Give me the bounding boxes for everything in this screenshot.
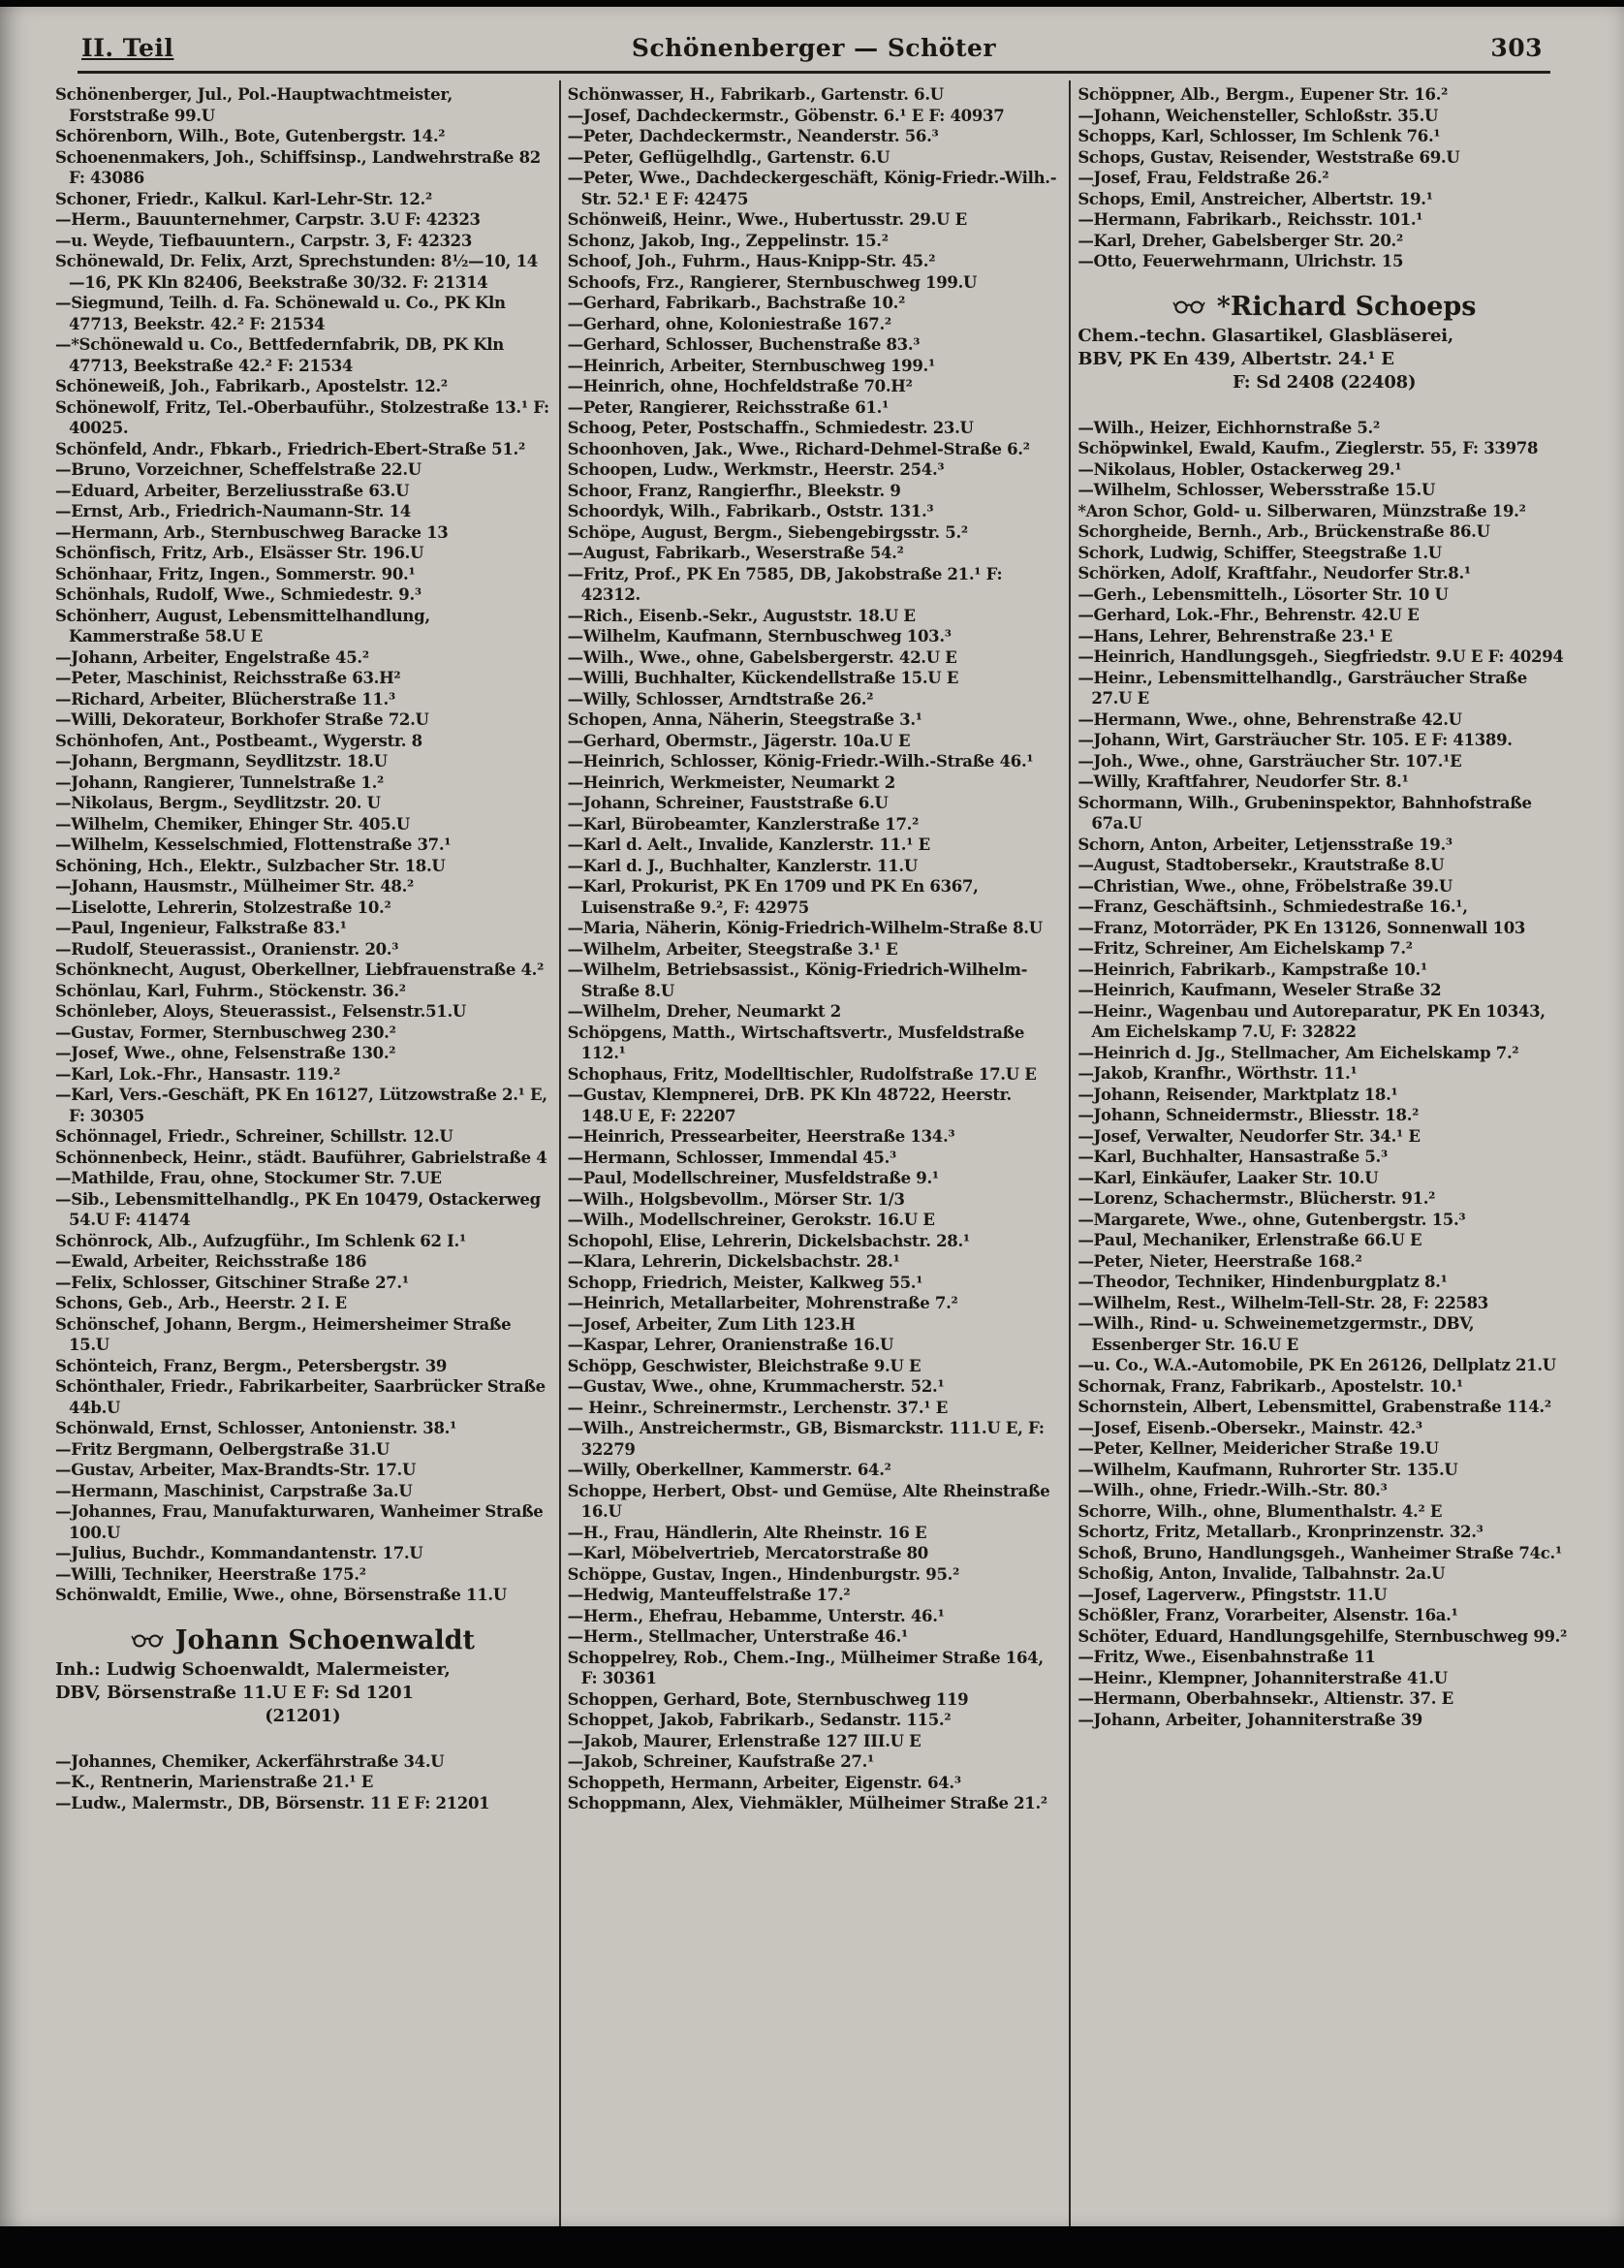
- directory-entry: —*Schönewald u. Co., Bettfedernfabrik, DB, PK Kln 47713, Beekstraße 42.² F: 21534: [55, 335, 504, 375]
- directory-entry: Schönthaler, Friedr., Fabrikarbeiter, Saarbrücker Straße 44b.U: [55, 1377, 546, 1417]
- directory-entry: Schormann, Wilh., Grubeninspektor, Bahnhofstraße 67a.U: [1077, 793, 1532, 833]
- directory-entry: —Paul, Mechaniker, Erlenstraße 66.U E: [1077, 1231, 1422, 1249]
- ad-line: Chem.-techn. Glasartikel, Glasbläserei,: [1077, 325, 1453, 346]
- directory-entry: —Gustav, Arbeiter, Max-Brandts-Str. 17.U: [55, 1461, 417, 1479]
- directory-entry: —Wilhelm, Arbeiter, Steegstraße 3.¹ E: [567, 939, 898, 959]
- directory-entry: *Aron Schor, Gold- u. Silberwaren, Münzstraße 19.²: [1077, 501, 1526, 520]
- directory-entry: Schönteich, Franz, Bergm., Petersbergstr. 39: [55, 1356, 448, 1375]
- column-1: [48, 80, 559, 2226]
- directory-entry: —Wilhelm, Schlosser, Webersstraße 15.U: [1077, 481, 1436, 499]
- directory-entry: Schoor, Franz, Rangierfhr., Bleekstr. 9: [567, 481, 901, 500]
- directory-entry: —Fritz, Wwe., Eisenbahnstraße 11: [1077, 1648, 1376, 1666]
- ad-title: Johann Schoenwaldt: [174, 1624, 475, 1655]
- spacer: [1077, 272, 1571, 286]
- directory-entry: —Willy, Kraftfahrer, Neudorfer Str. 8.¹: [1077, 772, 1409, 791]
- directory-entry: —Kaspar, Lehrer, Oranienstraße 16.U: [567, 1336, 894, 1354]
- directory-entry: —Hermann, Maschinist, Carpstraße 3a.U: [55, 1481, 413, 1500]
- directory-entry: Schons, Geb., Arb., Heerstr. 2 I. E: [55, 1294, 347, 1312]
- directory-entry: —Bruno, Vorzeichner, Scheffelstraße 22.U: [55, 460, 422, 479]
- directory-entry: —Nikolaus, Bergm., Seydlitzstr. 20. U: [55, 794, 381, 812]
- directory-entry: —Heinr., Klempner, Johanniterstraße 41.U: [1077, 1668, 1448, 1687]
- directory-entry: —Johannes, Frau, Manufakturwaren, Wanheimer Straße 100.U: [55, 1502, 544, 1542]
- directory-entry: —Heinrich, Kaufmann, Weseler Straße 32: [1077, 981, 1442, 999]
- directory-entry: —Josef, Eisenb.-Obersekr., Mainstr. 42.³: [1077, 1418, 1422, 1437]
- directory-entry: —Herm., Bauunternehmer, Carpstr. 3.U F: 42323: [55, 210, 481, 229]
- directory-entry: Schoppelrey, Rob., Chem.-Ing., Mülheimer Straße 164, F: 30361: [567, 1648, 1044, 1687]
- directory-entry: Schönknecht, August, Oberkellner, Liebfrauenstraße 4.²: [55, 961, 545, 979]
- directory-entry: —Theodor, Techniker, Hindenburgplatz 8.¹: [1077, 1273, 1448, 1291]
- directory-entry: —Heinrich, Handlungsgeh., Siegfriedstr. 9.U E F: 40294: [1077, 647, 1564, 666]
- directory-entry: —Johann, Reisender, Marktplatz 18.¹: [1077, 1085, 1398, 1104]
- directory-entry: —Klara, Lehrerin, Dickelsbachstr. 28.¹: [567, 1252, 900, 1271]
- directory-entry: —Paul, Ingenieur, Falkstraße 83.¹: [55, 919, 347, 937]
- directory-entry: —Wilhelm, Kaufmann, Ruhrorter Str. 135.U: [1077, 1460, 1458, 1479]
- directory-entry: —Johannes, Chemiker, Ackerfährstraße 34.U: [55, 1751, 445, 1771]
- directory-entry: —Wilhelm, Kaufmann, Sternbuschweg 103.³: [567, 627, 952, 646]
- directory-entry: —Willy, Oberkellner, Kammerstr. 64.²: [567, 1461, 891, 1479]
- directory-entry: —Wilh., Wwe., ohne, Gabelsbergerstr. 42.U E: [567, 647, 957, 667]
- directory-entry: —Hermann, Arb., Sternbuschweg Baracke 13: [55, 522, 449, 542]
- directory-entry: —Heinr., Wagenbau und Autoreparatur, PK En 10343, Am Eichelskamp 7.U, F: 32822: [1077, 1001, 1546, 1041]
- directory-entry: —Heinrich, Metallarbeiter, Mohrenstraße 7.²: [567, 1294, 958, 1312]
- directory-entry: —Franz, Motorräder, PK En 13126, Sonnenwall 103: [1077, 918, 1526, 937]
- directory-entry: Schoß, Bruno, Handlungsgeh., Wanheimer Straße 74c.¹: [1077, 1543, 1562, 1562]
- directory-entry: Schoppeth, Hermann, Arbeiter, Eigenstr. 64.³: [567, 1773, 961, 1792]
- directory-entry: —Herm., Stellmacher, Unterstraße 46.¹: [567, 1627, 908, 1646]
- directory-entry: —Wilhelm, Kesselschmied, Flottenstraße 37.¹: [55, 835, 452, 854]
- directory-entry: —Gerh., Lebensmittelh., Lösorter Str. 10 U: [1077, 584, 1449, 604]
- directory-entry: —K., Rentnerin, Marienstraße 21.¹ E: [55, 1773, 374, 1791]
- directory-entry: Schoog, Peter, Postschaffn., Schmiedestr. 23.U: [567, 419, 974, 437]
- directory-entry: —Johann, Arbeiter, Johanniterstraße 39: [1077, 1710, 1422, 1729]
- directory-entry: —Mathilde, Frau, ohne, Stockumer Str. 7.UE: [55, 1169, 442, 1187]
- directory-entry: —Lorenz, Schachermstr., Blücherstr. 91.²: [1077, 1189, 1436, 1208]
- directory-entry: —Margarete, Wwe., ohne, Gutenbergstr. 15.³: [1077, 1210, 1466, 1229]
- directory-entry: Schoenenmakers, Joh., Schiffsinsp., Landwehrstraße 82 F: 43086: [55, 147, 541, 187]
- directory-entry: Schönschef, Johann, Bergm., Heimersheimer Straße 15.U: [55, 1314, 512, 1354]
- directory-entry: —Johann, Rangierer, Tunnelstraße 1.²: [55, 772, 384, 792]
- directory-entry: —Ernst, Arb., Friedrich-Naumann-Str. 14: [55, 502, 411, 520]
- directory-entry: —Peter, Geflügelhdlg., Gartenstr. 6.U: [567, 147, 890, 167]
- directory-entry: —Karl, Vers.-Geschäft, PK En 16127, Lützowstraße 2.¹ E, F: 30305: [55, 1086, 547, 1125]
- directory-entry: —Wilh., Modellschreiner, Gerokstr. 16.U E: [567, 1211, 935, 1229]
- directory-entry: Schork, Ludwig, Schiffer, Steegstraße 1.U: [1077, 543, 1442, 562]
- directory-entry: Schopen, Anna, Näherin, Steegstraße 3.¹: [567, 710, 922, 729]
- directory-entry: —Heinrich, Schlosser, König-Friedr.-Wilh.-Straße 46.¹: [567, 752, 1034, 771]
- directory-entry: Schopp, Friedrich, Meister, Kalkweg 55.¹: [567, 1273, 923, 1292]
- directory-entry: Schonz, Jakob, Ing., Zeppelinstr. 15.²: [567, 231, 889, 250]
- ad-line: Inh.: Ludwig Schoenwaldt, Malermeister,: [55, 1658, 451, 1680]
- directory-entry: —Karl, Prokurist, PK En 1709 und PK En 6367, Luisenstraße 9.², F: 42975: [567, 877, 979, 917]
- directory-entry: Schönhals, Rudolf, Wwe., Schmiedestr. 9.³: [55, 585, 422, 604]
- directory-entry: —Karl, Lok.-Fhr., Hansastr. 119.²: [55, 1064, 341, 1084]
- directory-entry: Schoordyk, Wilh., Fabrikarb., Oststr. 131.³: [567, 502, 934, 520]
- directory-entry: Schoonhoven, Jak., Wwe., Richard-Dehmel-Straße 6.²: [567, 439, 1030, 458]
- directory-entry: —Heinrich, ohne, Hochfeldstraße 70.H²: [567, 377, 913, 395]
- directory-entry: —Gerhard, Fabrikarb., Bachstraße 10.²: [567, 294, 906, 312]
- spectacles-icon: [1172, 298, 1207, 315]
- directory-entry: Schornak, Franz, Fabrikarb., Apostelstr. 10.¹: [1077, 1376, 1463, 1396]
- directory-entry: —Rich., Eisenb.-Sekr., Auguststr. 18.U E: [567, 606, 916, 625]
- directory-entry: —Otto, Feuerwehrmann, Ulrichstr. 15: [1077, 252, 1404, 270]
- directory-entry: —Wilh., Holgsbevollm., Mörser Str. 1/3: [567, 1189, 905, 1209]
- directory-entry: —Eduard, Arbeiter, Berzeliusstraße 63.U: [55, 481, 410, 500]
- directory-entry: Schöpgens, Matth., Wirtschaftsvertr., Musfeldstraße 112.¹: [567, 1023, 1025, 1062]
- directory-entry: —Fritz, Schreiner, Am Eichelskamp 7.²: [1077, 939, 1413, 958]
- directory-entry: —Josef, Verwalter, Neudorfer Str. 34.¹ E: [1077, 1126, 1421, 1146]
- directory-entry: —Hermann, Schlosser, Immendal 45.³: [567, 1148, 896, 1167]
- directory-entry: —Wilh., ohne, Friedr.-Wilh.-Str. 80.³: [1077, 1481, 1388, 1499]
- directory-entry: —Karl, Buchhalter, Hansastraße 5.³: [1077, 1148, 1388, 1166]
- directory-entry: Schönherr, August, Lebensmittelhandlung, Kammerstraße 58.U E: [55, 606, 430, 646]
- directory-entry: —Wilhelm, Rest., Wilhelm-Tell-Str. 28, F: 22583: [1077, 1293, 1488, 1312]
- ad-title-row: [55, 1625, 550, 1655]
- directory-entry: —Karl d. Aelt., Invalide, Kanzlerstr. 11.¹ E: [567, 835, 930, 854]
- directory-entry: —Nikolaus, Hobler, Ostackerweg 29.¹: [1077, 459, 1402, 479]
- directory-entry: Schönrock, Alb., Aufzugführ., Im Schlenk 62 I.¹: [55, 1231, 466, 1250]
- running-title: Schönenberger — Schöter: [631, 34, 997, 62]
- ad-line: (21201): [265, 1705, 341, 1726]
- directory-entry: —Jakob, Kranfhr., Wörthstr. 11.¹: [1077, 1064, 1358, 1083]
- page-header: [81, 32, 1546, 67]
- ad-line: BBV, PK En 439, Albertstr. 24.¹ E: [1077, 348, 1394, 369]
- directory-entry: —Herm., Ehefrau, Hebamme, Unterstr. 46.¹: [567, 1606, 945, 1625]
- directory-entry: —Peter, Kellner, Meidericher Straße 19.U: [1077, 1439, 1439, 1458]
- directory-entry: —Josef, Frau, Feldstraße 26.²: [1077, 169, 1329, 187]
- directory-entry: —Gerhard, ohne, Koloniestraße 167.²: [567, 314, 891, 333]
- directory-page: [0, 7, 1624, 2226]
- directory-entry: Schönwald, Ernst, Schlosser, Antonienstr. 38.¹: [55, 1419, 457, 1437]
- advertisement-block: [55, 1625, 550, 1728]
- directory-entry: Schöpe, August, Bergm., Siebengebirgsstr. 5.²: [567, 522, 968, 542]
- directory-entry: Schoppen, Gerhard, Bote, Sternbuschweg 119: [567, 1689, 969, 1709]
- directory-entry: —Gustav, Klempnerei, DrB. PK Kln 48722, Heerstr. 148.U E, F: 22207: [567, 1086, 1013, 1125]
- directory-entry: Schortz, Fritz, Metallarb., Kronprinzenstr. 32.³: [1077, 1523, 1483, 1541]
- directory-entry: —Peter, Nieter, Heerstraße 168.²: [1077, 1251, 1362, 1271]
- directory-entry: Schönnagel, Friedr., Schreiner, Schillstr. 12.U: [55, 1127, 453, 1146]
- directory-entry: —Willi, Dekorateur, Borkhofer Straße 72.U: [55, 710, 429, 729]
- directory-entry: Schönhofen, Ant., Postbeamt., Wygerstr. 8: [55, 731, 422, 750]
- directory-entry: —Wilh., Anstreichermstr., GB, Bismarckstr. 111.U E, F: 32279: [567, 1419, 1045, 1459]
- advertisement-block: [1077, 292, 1571, 394]
- directory-entry: Schorn, Anton, Arbeiter, Letjensstraße 19.³: [1077, 835, 1452, 854]
- spectacles-icon: [131, 1631, 166, 1649]
- directory-entry: —Jakob, Schreiner, Kaufstraße 27.¹: [567, 1752, 874, 1771]
- directory-entry: —Wilhelm, Betriebsassist., König-Friedrich-Wilhelm-Straße 8.U: [567, 961, 1028, 1000]
- directory-entry: —Josef, Lagerverw., Pfingststr. 11.U: [1077, 1585, 1388, 1604]
- header-rule: [78, 71, 1550, 74]
- directory-entry: —Wilhelm, Chemiker, Ehinger Str. 405.U: [55, 814, 410, 834]
- directory-entry: Schöneweiß, Joh., Fabrikarb., Apostelstr. 12.²: [55, 377, 448, 395]
- spacer: [1077, 404, 1571, 418]
- directory-entry: —Julius, Buchdr., Kommandantenstr. 17.U: [55, 1544, 423, 1562]
- directory-entry: Schönewald, Dr. Felix, Arzt, Sprechstunden: 8½—10, 14—16, PK Kln 82406, Beekstraße 30/32. F: 21314: [55, 252, 538, 292]
- directory-entry: —u. Co., W.A.-Automobile, PK En 26126, Dellplatz 21.U: [1077, 1356, 1556, 1374]
- directory-entry: Schörenborn, Wilh., Bote, Gutenbergstr. 14.²: [55, 127, 446, 145]
- directory-entry: —August, Fabrikarb., Weserstraße 54.²: [567, 544, 904, 562]
- directory-entry: Schönewolf, Fritz, Tel.-Oberbauführ., Stolzestraße 13.¹ F: 40025.: [55, 397, 549, 437]
- directory-entry: Schöpp, Geschwister, Bleichstraße 9.U E: [567, 1356, 921, 1375]
- directory-entry: —Gerhard, Schlosser, Buchenstraße 83.³: [567, 335, 921, 354]
- scan-edge-top: [0, 0, 1624, 7]
- part-label: II. Teil: [81, 34, 174, 62]
- directory-entry: —Richard, Arbeiter, Blücherstraße 11.³: [55, 689, 395, 709]
- directory-entry: Schöppe, Gustav, Ingen., Hindenburgstr. 95.²: [567, 1564, 960, 1584]
- directory-entry: —Peter, Wwe., Dachdeckergeschäft, König-Friedr.-Wilh.-Str. 52.¹ E F: 42475: [567, 169, 1057, 208]
- directory-entry: —Peter, Dachdeckermstr., Neanderstr. 56.³: [567, 127, 939, 145]
- directory-entry: Schoppmann, Alex, Viehmäkler, Mülheimer Straße 21.²: [567, 1794, 1047, 1812]
- directory-entry: Schörken, Adolf, Kraftfahr., Neudorfer Str.8.¹: [1077, 564, 1471, 583]
- directory-entry: Schoofs, Frz., Rangierer, Sternbuschweg 199.U: [567, 272, 978, 292]
- directory-entry: —Johann, Hausmstr., Mülheimer Str. 48.²: [55, 877, 414, 896]
- directory-entry: Schönnenbeck, Heinr., städt. Bauführer, Gabrielstraße 4: [55, 1148, 547, 1167]
- directory-entry: —Karl d. J., Buchhalter, Kanzlerstr. 11.U: [567, 856, 918, 875]
- directory-entry: Schoopen, Ludw., Werkmstr., Heerstr. 254.³: [567, 460, 945, 479]
- directory-entry: —Wilh., Heizer, Eichhornstraße 5.²: [1077, 418, 1380, 437]
- directory-entry: Schoppet, Jakob, Fabrikarb., Sedanstr. 115.²: [567, 1711, 952, 1729]
- directory-entry: —Heinrich, Werkmeister, Neumarkt 2: [567, 772, 895, 792]
- directory-entry: —Hermann, Oberbahnsekr., Altienstr. 37. E: [1077, 1689, 1453, 1708]
- directory-entry: —Johann, Arbeiter, Engelstraße 45.²: [55, 647, 369, 667]
- ad-line: F: Sd 2408 (22408): [1232, 371, 1417, 393]
- spacer: [55, 1738, 550, 1751]
- directory-entry: —Karl, Einkäufer, Laaker Str. 10.U: [1077, 1168, 1379, 1187]
- directory-entry: —Gerhard, Obermstr., Jägerstr. 10a.U E: [567, 731, 911, 750]
- directory-entry: —Wilh., Rind- u. Schweinemetzgermstr., DBV, Essenberger Str. 16.U E: [1077, 1314, 1475, 1354]
- directory-entry: —Josef, Arbeiter, Zum Lith 123.H: [567, 1314, 856, 1334]
- directory-entry: —Franz, Geschäftsinh., Schmiedestraße 16.¹,: [1077, 898, 1468, 916]
- directory-entry: Schoppe, Herbert, Obst- und Gemüse, Alte Rheinstraße 16.U: [567, 1481, 1050, 1521]
- directory-entry: —Sib., Lebensmittelhandlg., PK En 10479, Ostackerweg 54.U F: 41474: [55, 1189, 541, 1229]
- directory-entry: —Peter, Rangierer, Reichsstraße 61.¹: [567, 397, 889, 417]
- directory-entry: Schönfeld, Andr., Fbkarb., Friedrich-Ebert-Straße 51.²: [55, 439, 525, 458]
- directory-entry: —Hermann, Wwe., ohne, Behrenstraße 42.U: [1077, 709, 1462, 729]
- ad-title: *Richard Schoeps: [1216, 291, 1477, 322]
- directory-entry: —Ludw., Malermstr., DB, Börsenstr. 11 E F: 21201: [55, 1793, 490, 1812]
- directory-entry: Schönfisch, Fritz, Arb., Elsässer Str. 196.U: [55, 544, 424, 562]
- directory-entry: Schöppner, Alb., Bergm., Eupener Str. 16.²: [1077, 85, 1449, 104]
- directory-entry: Schönweiß, Heinr., Wwe., Hubertusstr. 29.U E: [567, 210, 967, 229]
- spacer: [55, 1606, 550, 1620]
- directory-entry: —Gustav, Wwe., ohne, Krummacherstr. 52.¹: [567, 1377, 945, 1396]
- directory-entry: —Fritz, Prof., PK En 7585, DB, Jakobstraße 21.¹ F: 42312.: [567, 564, 1003, 604]
- directory-entry: —Johann, Bergmann, Seydlitzstr. 18.U: [55, 752, 388, 771]
- directory-entry: —Siegmund, Teilh. d. Fa. Schönewald u. Co., PK Kln 47713, Beekstr. 42.² F: 21534: [55, 294, 506, 333]
- column-2: [559, 80, 1070, 2226]
- directory-entry: Schorre, Wilh., ohne, Blumenthalstr. 4.² E: [1077, 1501, 1443, 1521]
- directory-entry: Schorgheide, Bernh., Arb., Brückenstraße 86.U: [1077, 522, 1490, 541]
- directory-entry: —Willi, Buchhalter, Kückendellstraße 15.U E: [567, 669, 959, 687]
- directory-entry: Schöpwinkel, Ewald, Kaufm., Zieglerstr. 55, F: 33978: [1077, 439, 1539, 457]
- directory-entry: —Johann, Schreiner, Fauststraße 6.U: [567, 794, 889, 812]
- directory-entry: —Ewald, Arbeiter, Reichsstraße 186: [55, 1252, 367, 1271]
- directory-entry: —August, Stadtobersekr., Krautstraße 8.U: [1077, 856, 1445, 874]
- directory-entry: —Wilhelm, Dreher, Neumarkt 2: [567, 1002, 841, 1021]
- directory-entry: —Heinrich, Arbeiter, Sternbuschweg 199.¹: [567, 356, 935, 375]
- directory-entry: Schönwaldt, Emilie, Wwe., ohne, Börsenstraße 11.U: [55, 1586, 507, 1604]
- directory-entry: Schoßig, Anton, Invalide, Talbahnstr. 2a.U: [1077, 1564, 1446, 1583]
- directory-entry: —Maria, Näherin, König-Friedrich-Wilhelm-Straße 8.U: [567, 919, 1043, 937]
- directory-entry: —Karl, Möbelvertrieb, Mercatorstraße 80: [567, 1544, 928, 1562]
- directory-entry: Schops, Emil, Anstreicher, Albertstr. 19.¹: [1077, 189, 1433, 208]
- directory-entry: —Hedwig, Manteuffelstraße 17.²: [567, 1586, 851, 1604]
- directory-entry: Schoof, Joh., Fuhrm., Haus-Knipp-Str. 45.²: [567, 252, 936, 270]
- scan-edge-bottom: [0, 2226, 1624, 2268]
- directory-entry: —H., Frau, Händlerin, Alte Rheinstr. 16 E: [567, 1523, 927, 1542]
- directory-entry: Schönenberger, Jul., Pol.-Hauptwachtmeister, Forststraße 99.U: [55, 85, 453, 125]
- ad-title-row: [1077, 292, 1571, 322]
- directory-entry: —Hermann, Fabrikarb., Reichsstr. 101.¹: [1077, 210, 1423, 229]
- page-number: 303: [1490, 34, 1543, 62]
- directory-entry: —Rudolf, Steuerassist., Oranienstr. 20.³: [55, 939, 399, 959]
- directory-entry: —Heinrich d. Jg., Stellmacher, Am Eichelskamp 7.²: [1077, 1043, 1519, 1062]
- directory-entry: —Heinr., Lebensmittelhandlg., Garsträucher Straße 27.U E: [1077, 668, 1527, 708]
- directory-entry: —Felix, Schlosser, Gitschiner Straße 27.¹: [55, 1273, 409, 1292]
- directory-entry: Schönlau, Karl, Fuhrm., Stöckenstr. 36.²: [55, 981, 406, 1000]
- ad-line: DBV, Börsenstraße 11.U E F: Sd 1201: [55, 1682, 414, 1703]
- directory-entry: Schophaus, Fritz, Modelltischler, Rudolfstraße 17.U E: [567, 1064, 1037, 1084]
- directory-entry: —u. Weyde, Tiefbauuntern., Carpstr. 3, F: 42323: [55, 231, 473, 250]
- directory-entry: —Paul, Modellschreiner, Musfeldstraße 9.¹: [567, 1169, 939, 1187]
- directory-entry: —Christian, Wwe., ohne, Fröbelstraße 39.U: [1077, 876, 1453, 896]
- directory-entry: —Heinrich, Pressearbeiter, Heerstraße 134.³: [567, 1127, 955, 1146]
- directory-columns: [48, 80, 1579, 2226]
- directory-entry: Schöter, Eduard, Handlungsgehilfe, Sternbuschweg 99.²: [1077, 1626, 1568, 1646]
- directory-entry: —Gustav, Former, Sternbuschweg 230.²: [55, 1023, 396, 1042]
- directory-entry: —Joh., Wwe., ohne, Garsträucher Str. 107.¹E: [1077, 751, 1462, 771]
- directory-entry: —Johann, Schneidermstr., Bliesstr. 18.²: [1077, 1106, 1420, 1124]
- directory-entry: —Liselotte, Lehrerin, Stolzestraße 10.²: [55, 898, 391, 917]
- directory-entry: —Heinrich, Fabrikarb., Kampstraße 10.¹: [1077, 960, 1427, 979]
- directory-entry: —Peter, Maschinist, Reichsstraße 63.H²: [55, 669, 401, 687]
- directory-entry: Schopps, Karl, Schlosser, Im Schlenk 76.¹: [1077, 127, 1441, 145]
- directory-entry: — Heinr., Schreinermstr., Lerchenstr. 37.¹ E: [567, 1398, 949, 1417]
- directory-entry: —Jakob, Maurer, Erlenstraße 127 III.U E: [567, 1731, 921, 1750]
- directory-entry: —Fritz Bergmann, Oelbergstraße 31.U: [55, 1439, 390, 1459]
- directory-entry: Schönleber, Aloys, Steuerassist., Felsenstr.51.U: [55, 1002, 466, 1021]
- directory-entry: —Johann, Weichensteller, Schloßstr. 35.U: [1077, 106, 1439, 125]
- directory-entry: —Willi, Techniker, Heerstraße 175.²: [55, 1564, 366, 1584]
- directory-entry: —Josef, Wwe., ohne, Felsenstraße 130.²: [55, 1044, 396, 1062]
- directory-entry: Schops, Gustav, Reisender, Weststraße 69.U: [1077, 147, 1460, 167]
- directory-entry: Schoner, Friedr., Kalkul. Karl-Lehr-Str. 12.²: [55, 189, 432, 208]
- directory-entry: —Josef, Dachdeckermstr., Göbenstr. 6.¹ E F: 40937: [567, 106, 1005, 125]
- directory-entry: Schopohl, Elise, Lehrerin, Dickelsbachstr. 28.¹: [567, 1231, 970, 1250]
- directory-entry: Schönwasser, H., Fabrikarb., Gartenstr. 6.U: [567, 85, 944, 104]
- directory-entry: —Karl, Bürobeamter, Kanzlerstraße 17.²: [567, 814, 920, 834]
- directory-entry: —Willy, Schlosser, Arndtstraße 26.²: [567, 689, 874, 709]
- directory-entry: Schöning, Hch., Elektr., Sulzbacher Str. 18.U: [55, 856, 446, 875]
- column-3: [1069, 80, 1579, 2226]
- directory-entry: Schornstein, Albert, Lebensmittel, Grabenstraße 114.²: [1077, 1398, 1551, 1416]
- directory-entry: Schönhaar, Fritz, Ingen., Sommerstr. 90.¹: [55, 564, 416, 583]
- directory-entry: —Karl, Dreher, Gabelsberger Str. 20.²: [1077, 231, 1403, 250]
- directory-entry: —Gerhard, Lok.-Fhr., Behrenstr. 42.U E: [1077, 606, 1420, 624]
- directory-entry: —Johann, Wirt, Garsträucher Str. 105. E F: 41389.: [1077, 731, 1513, 749]
- directory-entry: —Hans, Lehrer, Behrenstraße 23.¹ E: [1077, 626, 1392, 646]
- directory-entry: Schößler, Franz, Vorarbeiter, Alsenstr. 16a.¹: [1077, 1606, 1458, 1624]
